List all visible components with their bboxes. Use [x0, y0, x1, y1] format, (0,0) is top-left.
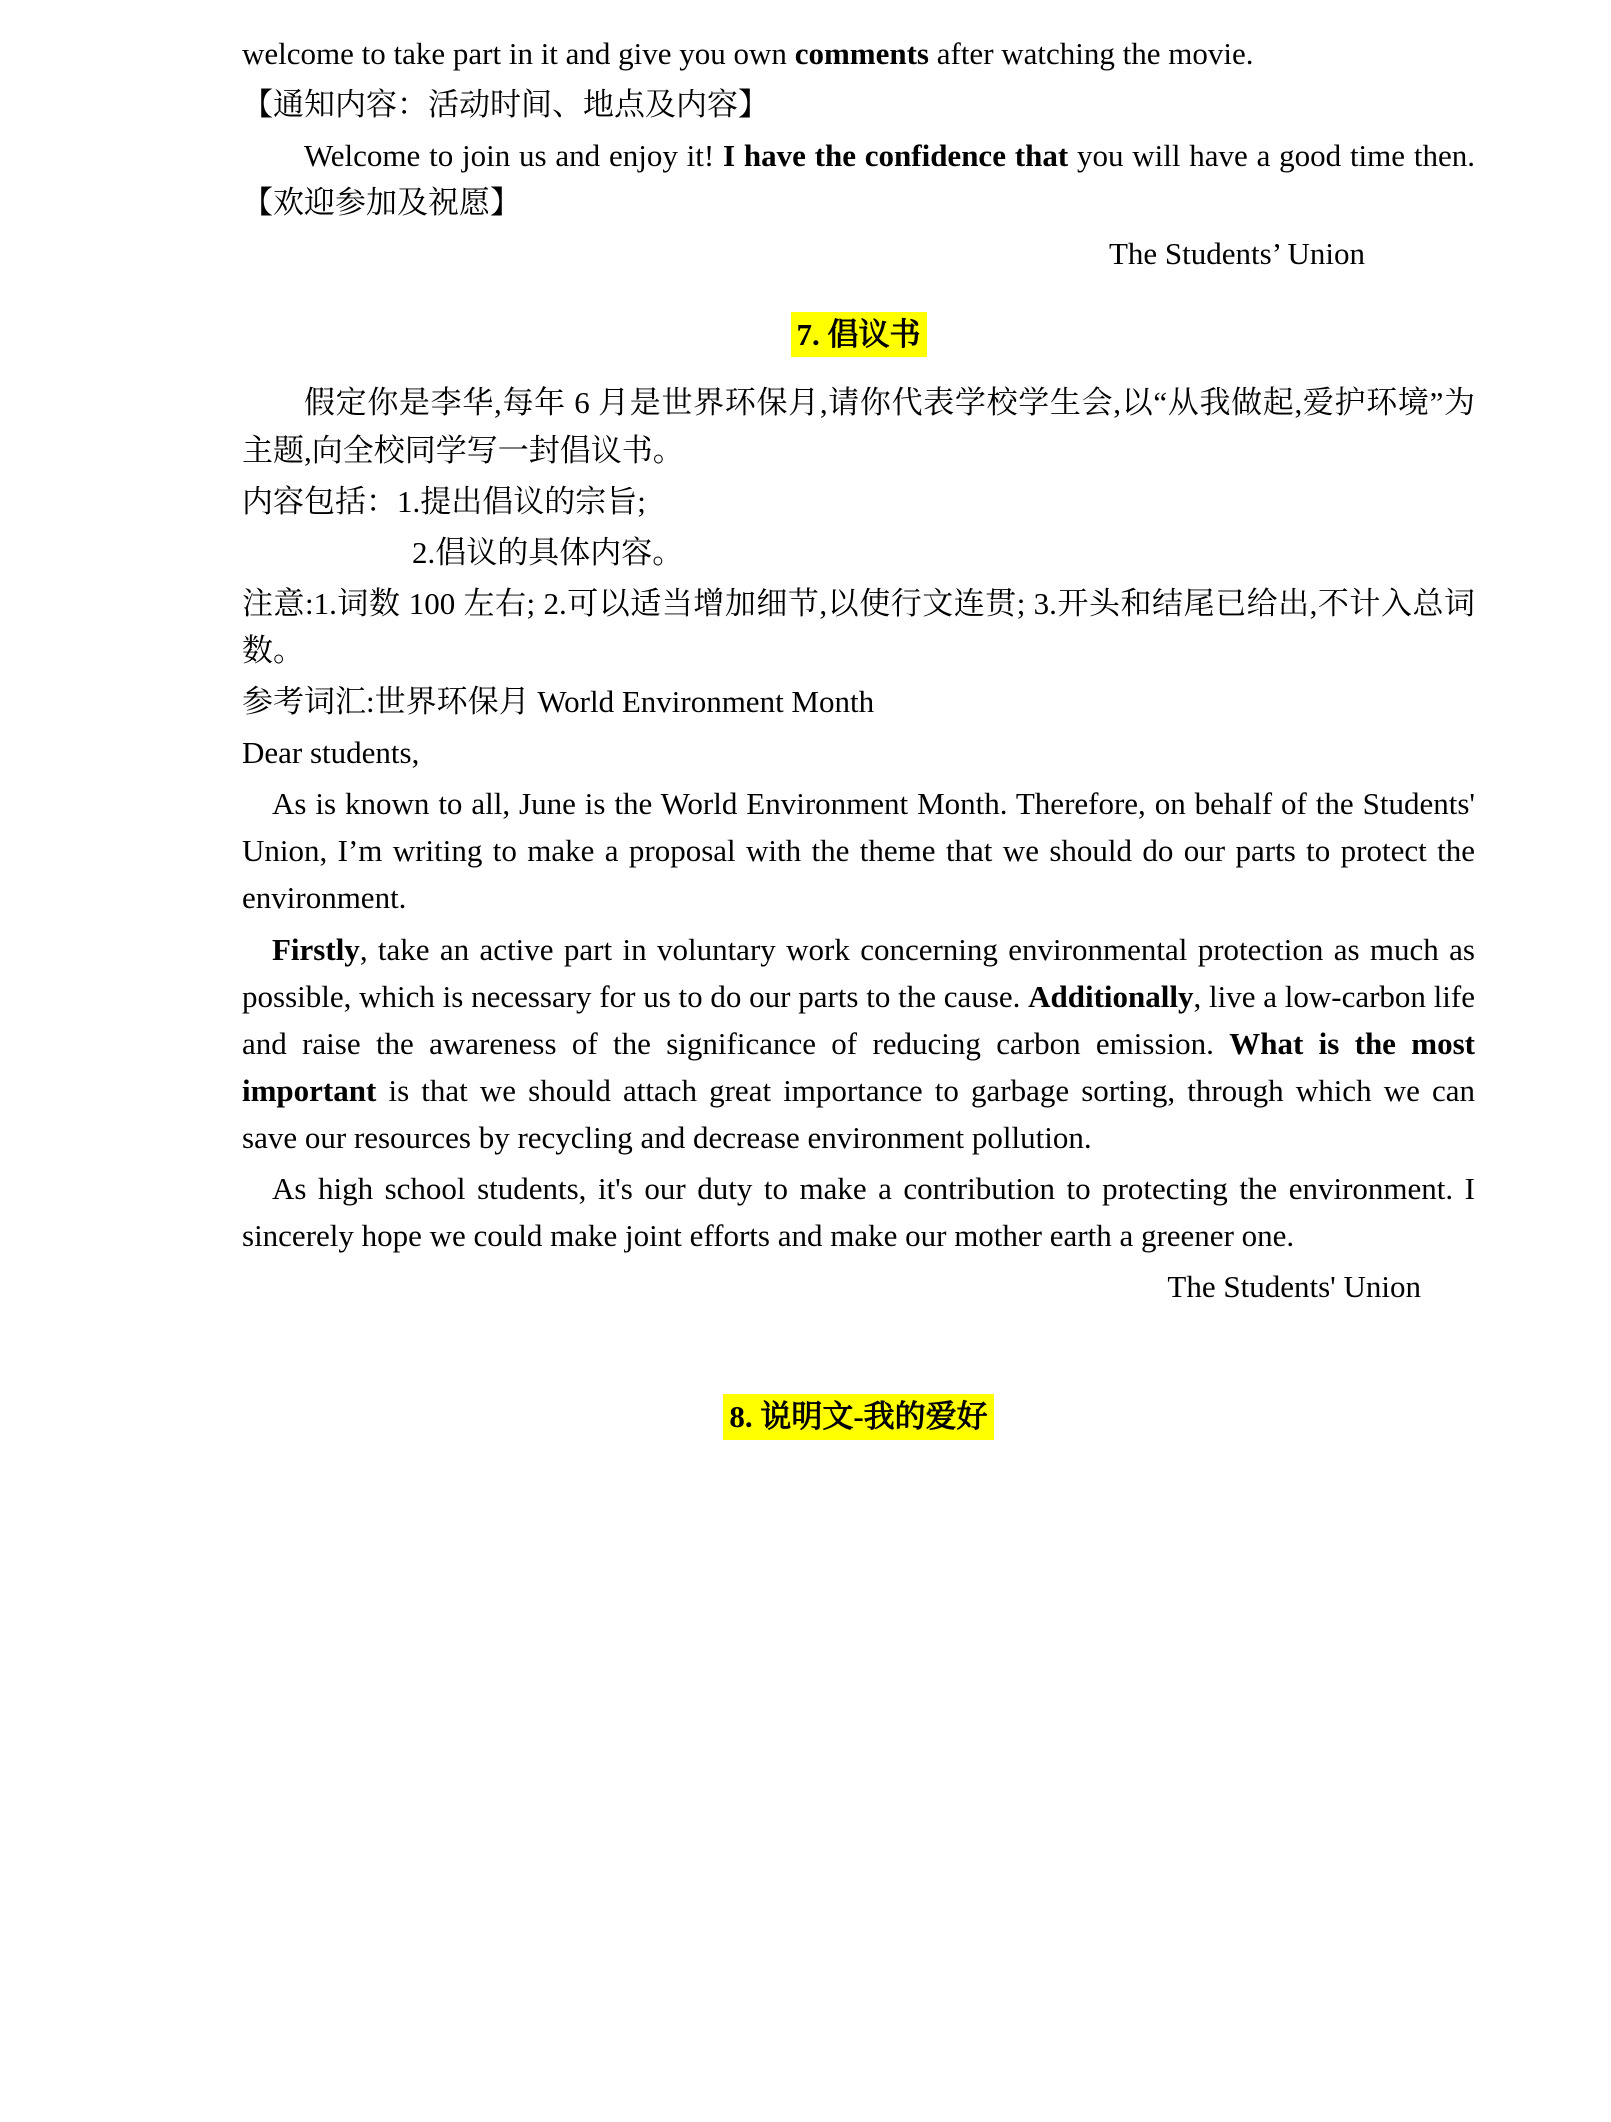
spacer	[242, 1314, 1475, 1360]
text-segment: , take an active part in voluntary work concerning environmental protection as much as possible, which is necessary for us to do our parts to the cause.	[242, 931, 1475, 1014]
paragraph-welcome-join	[242, 132, 1475, 226]
paragraph-welcome-line	[242, 30, 1475, 77]
paragraph-notice-content-cn: 【通知内容：活动时间、地点及内容】	[242, 87, 769, 123]
section-heading-7: 7. 倡议书	[791, 312, 927, 358]
text-segment: is that we should attach great importance to garbage sorting, through which we can save our resources by recycling and decrease environment pollution.	[242, 1072, 1475, 1156]
bold-what-is-most-important: What is the most important	[242, 1025, 1475, 1108]
text-segment: , live a low-carbon life and raise the awareness of the significance of reducing carbon emission.	[242, 978, 1475, 1061]
prompt-paragraph-1: 假定你是李华,每年 6 月是世界环保月,请你代表学校学生会,以“从我做起,爱护环境”为主题,向全校同学写一封倡议书。	[242, 385, 1475, 468]
signature-students-union-1: The Students’ Union	[1108, 236, 1365, 272]
section-heading-8-wrap	[242, 1394, 1475, 1440]
prompt-vocabulary: 参考词汇:世界环保月 World Environment Month	[242, 684, 875, 720]
prompt-content-item-2: 2.倡议的具体内容。	[412, 534, 684, 570]
text-segment: after watching the movie.	[928, 36, 1254, 71]
body-paragraph-1: As is known to all, June is the World Environment Month. Therefore, on behalf of the Students' Union, I’m writing to make a proposal with the theme that we should do our parts to protect the environment.	[242, 786, 1475, 916]
text-segment-cn: 【欢迎参加及祝愿】	[242, 185, 521, 221]
text-segment: welcome to take part in it and give you own	[242, 36, 795, 71]
body-paragraph-2	[242, 926, 1475, 1162]
bold-additionally: Additionally	[1028, 978, 1194, 1014]
bold-firstly: Firstly	[272, 931, 360, 967]
section-heading-8: 8. 说明文-我的爱好	[723, 1394, 993, 1440]
text-segment: you will have a good time then.	[1068, 138, 1475, 174]
text-segment: Welcome to join us and enjoy it!	[304, 138, 723, 174]
section-heading-7-wrap	[242, 312, 1475, 358]
prompt-content-label: 内容包括：1.提出倡议的宗旨;	[242, 483, 646, 519]
body-paragraph-3: As high school students, it's our duty to make a contribution to protecting the environment. I sincerely hope we could make joint efforts and make our mother earth a greener one.	[242, 1171, 1475, 1254]
prompt-notes: 注意:1.词数 100 左右; 2.可以适当增加细节,以使行文连贯; 3.开头和结尾已给出,不计入总词数。	[242, 585, 1475, 668]
bold-comments: comments	[794, 36, 929, 71]
salutation: Dear students,	[242, 735, 420, 771]
bold-confidence: I have the confidence that	[722, 138, 1069, 174]
signature-students-union-2: The Students' Union	[1167, 1269, 1421, 1305]
